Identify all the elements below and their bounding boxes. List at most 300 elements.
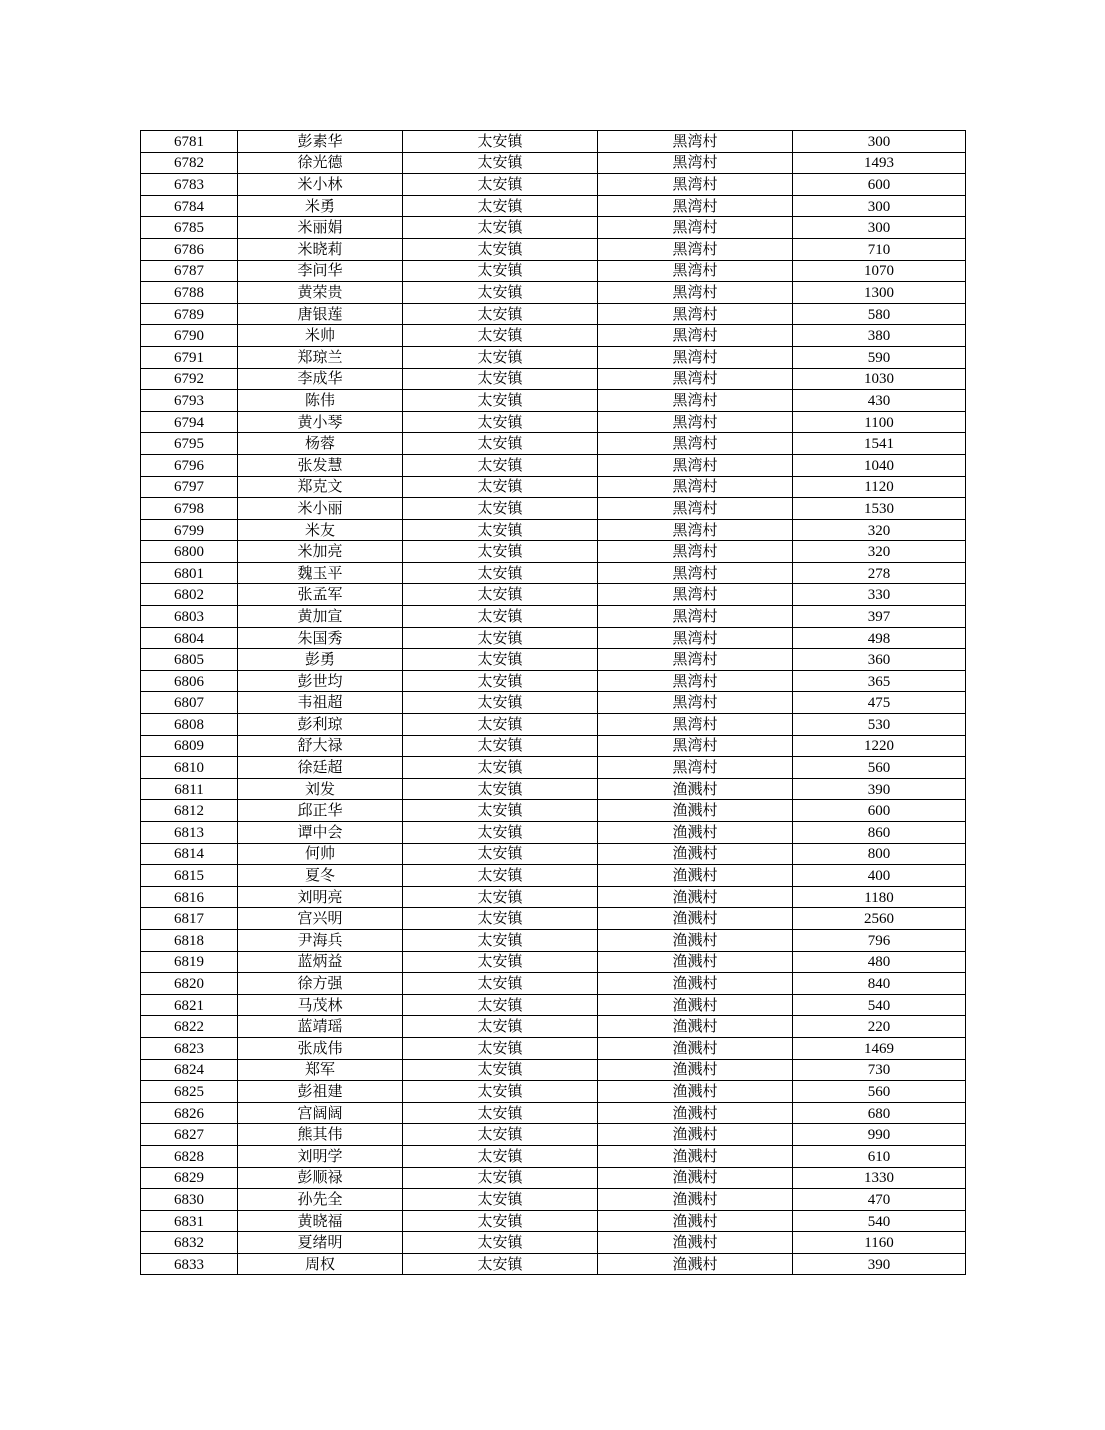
table-row	[141, 541, 966, 563]
table-cell-village: 渔溅村	[598, 908, 793, 930]
table-cell-id: 6790	[141, 325, 238, 347]
table-row	[141, 433, 966, 455]
table-cell-amount: 730	[793, 1059, 966, 1081]
table-cell-name: 邱正华	[238, 800, 403, 822]
table-cell-village: 黑湾村	[598, 260, 793, 282]
table-row	[141, 843, 966, 865]
table-cell-amount: 397	[793, 606, 966, 628]
table-row	[141, 714, 966, 736]
table-cell-id: 6785	[141, 217, 238, 239]
table-cell-amount: 430	[793, 390, 966, 412]
table-cell-id: 6806	[141, 670, 238, 692]
table-cell-name: 朱国秀	[238, 627, 403, 649]
table-cell-name: 徐光德	[238, 152, 403, 174]
table-cell-town: 太安镇	[403, 1232, 598, 1254]
table-cell-village: 黑湾村	[598, 627, 793, 649]
table-cell-name: 孙先全	[238, 1189, 403, 1211]
table-row	[141, 800, 966, 822]
table-cell-amount: 1160	[793, 1232, 966, 1254]
table-row	[141, 929, 966, 951]
table-cell-village: 黑湾村	[598, 433, 793, 455]
table-cell-town: 太安镇	[403, 843, 598, 865]
table-cell-id: 6821	[141, 994, 238, 1016]
table-cell-amount: 2560	[793, 908, 966, 930]
table-cell-town: 太安镇	[403, 1253, 598, 1275]
table-cell-village: 黑湾村	[598, 649, 793, 671]
table-cell-amount: 360	[793, 649, 966, 671]
table-cell-village: 渔溅村	[598, 994, 793, 1016]
table-cell-id: 6825	[141, 1081, 238, 1103]
table-cell-name: 徐廷超	[238, 757, 403, 779]
table-cell-id: 6830	[141, 1189, 238, 1211]
table-row	[141, 195, 966, 217]
table-cell-amount: 796	[793, 929, 966, 951]
table-cell-village: 黑湾村	[598, 152, 793, 174]
table-cell-name: 米小丽	[238, 498, 403, 520]
table-cell-name: 李成华	[238, 368, 403, 390]
table-cell-village: 黑湾村	[598, 584, 793, 606]
table-cell-village: 黑湾村	[598, 606, 793, 628]
table-cell-village: 黑湾村	[598, 217, 793, 239]
table-cell-town: 太安镇	[403, 800, 598, 822]
table-cell-amount: 1180	[793, 886, 966, 908]
table-row	[141, 1189, 966, 1211]
table-cell-id: 6799	[141, 519, 238, 541]
table-cell-village: 渔溅村	[598, 1189, 793, 1211]
table-cell-town: 太安镇	[403, 1016, 598, 1038]
table-cell-town: 太安镇	[403, 131, 598, 153]
table-row	[141, 519, 966, 541]
table-cell-town: 太安镇	[403, 498, 598, 520]
table-row	[141, 1145, 966, 1167]
table-cell-town: 太安镇	[403, 562, 598, 584]
table-row	[141, 865, 966, 887]
table-cell-town: 太安镇	[403, 346, 598, 368]
table-cell-village: 渔溅村	[598, 886, 793, 908]
table-cell-id: 6818	[141, 929, 238, 951]
table-cell-amount: 400	[793, 865, 966, 887]
table-cell-town: 太安镇	[403, 778, 598, 800]
table-cell-town: 太安镇	[403, 994, 598, 1016]
table-cell-amount: 278	[793, 562, 966, 584]
table-cell-name: 周权	[238, 1253, 403, 1275]
table-cell-name: 黄荣贵	[238, 282, 403, 304]
table-cell-village: 渔溅村	[598, 778, 793, 800]
table-cell-id: 6782	[141, 152, 238, 174]
table-cell-id: 6809	[141, 735, 238, 757]
table-cell-name: 夏绪明	[238, 1232, 403, 1254]
table-row	[141, 951, 966, 973]
table-cell-village: 黑湾村	[598, 131, 793, 153]
table-cell-town: 太安镇	[403, 1145, 598, 1167]
table-cell-amount: 300	[793, 131, 966, 153]
table-cell-name: 杨蓉	[238, 433, 403, 455]
table-row	[141, 390, 966, 412]
table-cell-village: 黑湾村	[598, 325, 793, 347]
table-cell-amount: 590	[793, 346, 966, 368]
records-tbody	[141, 131, 966, 1275]
table-cell-id: 6801	[141, 562, 238, 584]
table-cell-name: 黄小琴	[238, 411, 403, 433]
table-cell-amount: 390	[793, 778, 966, 800]
table-cell-id: 6820	[141, 973, 238, 995]
table-cell-name: 陈伟	[238, 390, 403, 412]
table-cell-name: 徐方强	[238, 973, 403, 995]
table-cell-village: 渔溅村	[598, 1081, 793, 1103]
table-cell-name: 郑琼兰	[238, 346, 403, 368]
table-cell-id: 6829	[141, 1167, 238, 1189]
table-cell-village: 渔溅村	[598, 1167, 793, 1189]
table-cell-town: 太安镇	[403, 1167, 598, 1189]
table-cell-amount: 470	[793, 1189, 966, 1211]
table-cell-amount: 710	[793, 238, 966, 260]
table-cell-amount: 560	[793, 1081, 966, 1103]
table-cell-name: 刘明亮	[238, 886, 403, 908]
table-row	[141, 692, 966, 714]
table-row	[141, 346, 966, 368]
table-cell-id: 6784	[141, 195, 238, 217]
table-cell-name: 蓝靖瑶	[238, 1016, 403, 1038]
table-cell-amount: 220	[793, 1016, 966, 1038]
table-row	[141, 1253, 966, 1275]
table-cell-village: 黑湾村	[598, 757, 793, 779]
table-cell-amount: 600	[793, 174, 966, 196]
table-row	[141, 476, 966, 498]
table-cell-village: 黑湾村	[598, 454, 793, 476]
table-cell-village: 渔溅村	[598, 1253, 793, 1275]
table-cell-village: 黑湾村	[598, 735, 793, 757]
table-cell-village: 渔溅村	[598, 843, 793, 865]
table-cell-village: 渔溅村	[598, 1210, 793, 1232]
table-row	[141, 325, 966, 347]
table-cell-amount: 860	[793, 822, 966, 844]
table-cell-town: 太安镇	[403, 714, 598, 736]
table-cell-name: 宫阔阔	[238, 1102, 403, 1124]
table-row	[141, 152, 966, 174]
table-cell-amount: 1469	[793, 1037, 966, 1059]
table-cell-town: 太安镇	[403, 519, 598, 541]
table-cell-village: 渔溅村	[598, 865, 793, 887]
table-row	[141, 411, 966, 433]
table-cell-town: 太安镇	[403, 735, 598, 757]
table-cell-id: 6816	[141, 886, 238, 908]
table-cell-town: 太安镇	[403, 649, 598, 671]
table-row	[141, 778, 966, 800]
table-cell-name: 黄加宣	[238, 606, 403, 628]
table-cell-amount: 498	[793, 627, 966, 649]
table-cell-town: 太安镇	[403, 865, 598, 887]
table-cell-town: 太安镇	[403, 282, 598, 304]
table-cell-amount: 540	[793, 1210, 966, 1232]
table-cell-village: 渔溅村	[598, 973, 793, 995]
table-row	[141, 217, 966, 239]
table-cell-town: 太安镇	[403, 433, 598, 455]
table-row	[141, 822, 966, 844]
table-cell-town: 太安镇	[403, 476, 598, 498]
table-cell-name: 马茂林	[238, 994, 403, 1016]
table-cell-town: 太安镇	[403, 886, 598, 908]
table-cell-village: 黑湾村	[598, 238, 793, 260]
table-cell-town: 太安镇	[403, 325, 598, 347]
table-cell-village: 渔溅村	[598, 1124, 793, 1146]
table-cell-amount: 1330	[793, 1167, 966, 1189]
table-row	[141, 1059, 966, 1081]
table-cell-id: 6815	[141, 865, 238, 887]
table-cell-id: 6833	[141, 1253, 238, 1275]
table-cell-village: 黑湾村	[598, 541, 793, 563]
table-cell-id: 6807	[141, 692, 238, 714]
table-cell-village: 渔溅村	[598, 822, 793, 844]
table-cell-id: 6792	[141, 368, 238, 390]
table-cell-id: 6831	[141, 1210, 238, 1232]
table-cell-village: 渔溅村	[598, 929, 793, 951]
table-cell-amount: 1493	[793, 152, 966, 174]
table-cell-id: 6795	[141, 433, 238, 455]
table-cell-amount: 475	[793, 692, 966, 714]
table-cell-name: 米帅	[238, 325, 403, 347]
table-cell-name: 彭勇	[238, 649, 403, 671]
table-cell-town: 太安镇	[403, 670, 598, 692]
table-cell-amount: 300	[793, 217, 966, 239]
table-row	[141, 1037, 966, 1059]
table-cell-village: 黑湾村	[598, 692, 793, 714]
table-cell-name: 米加亮	[238, 541, 403, 563]
table-cell-town: 太安镇	[403, 1059, 598, 1081]
table-cell-name: 张发慧	[238, 454, 403, 476]
table-row	[141, 174, 966, 196]
table-cell-village: 黑湾村	[598, 346, 793, 368]
table-cell-village: 渔溅村	[598, 1102, 793, 1124]
table-cell-town: 太安镇	[403, 411, 598, 433]
table-row	[141, 757, 966, 779]
table-cell-amount: 320	[793, 519, 966, 541]
table-cell-name: 张成伟	[238, 1037, 403, 1059]
table-row	[141, 606, 966, 628]
table-cell-id: 6802	[141, 584, 238, 606]
table-cell-village: 渔溅村	[598, 1059, 793, 1081]
table-cell-id: 6787	[141, 260, 238, 282]
table-cell-town: 太安镇	[403, 195, 598, 217]
table-cell-village: 黑湾村	[598, 174, 793, 196]
table-cell-id: 6804	[141, 627, 238, 649]
table-cell-id: 6827	[141, 1124, 238, 1146]
table-cell-amount: 610	[793, 1145, 966, 1167]
table-cell-town: 太安镇	[403, 1124, 598, 1146]
table-cell-village: 渔溅村	[598, 1016, 793, 1038]
table-row	[141, 368, 966, 390]
table-cell-town: 太安镇	[403, 692, 598, 714]
table-cell-village: 黑湾村	[598, 498, 793, 520]
table-cell-amount: 1541	[793, 433, 966, 455]
table-cell-village: 黑湾村	[598, 519, 793, 541]
table-cell-id: 6822	[141, 1016, 238, 1038]
table-cell-id: 6805	[141, 649, 238, 671]
table-cell-name: 郑军	[238, 1059, 403, 1081]
table-cell-id: 6781	[141, 131, 238, 153]
table-row	[141, 1102, 966, 1124]
table-cell-amount: 300	[793, 195, 966, 217]
table-cell-amount: 530	[793, 714, 966, 736]
table-cell-id: 6800	[141, 541, 238, 563]
table-cell-amount: 600	[793, 800, 966, 822]
table-cell-amount: 1530	[793, 498, 966, 520]
table-cell-amount: 380	[793, 325, 966, 347]
table-cell-name: 夏冬	[238, 865, 403, 887]
table-cell-name: 彭祖建	[238, 1081, 403, 1103]
table-cell-town: 太安镇	[403, 390, 598, 412]
table-cell-name: 韦祖超	[238, 692, 403, 714]
table-cell-town: 太安镇	[403, 454, 598, 476]
table-cell-village: 渔溅村	[598, 951, 793, 973]
table-row	[141, 908, 966, 930]
table-cell-village: 黑湾村	[598, 670, 793, 692]
table-cell-name: 彭素华	[238, 131, 403, 153]
table-row	[141, 584, 966, 606]
table-row	[141, 1016, 966, 1038]
table-cell-town: 太安镇	[403, 238, 598, 260]
table-row	[141, 282, 966, 304]
table-cell-town: 太安镇	[403, 822, 598, 844]
table-cell-town: 太安镇	[403, 908, 598, 930]
table-cell-amount: 800	[793, 843, 966, 865]
table-row	[141, 131, 966, 153]
table-cell-id: 6803	[141, 606, 238, 628]
table-cell-amount: 1070	[793, 260, 966, 282]
table-row	[141, 649, 966, 671]
table-cell-amount: 990	[793, 1124, 966, 1146]
table-cell-name: 米勇	[238, 195, 403, 217]
table-row	[141, 1124, 966, 1146]
table-cell-town: 太安镇	[403, 606, 598, 628]
table-row	[141, 1210, 966, 1232]
table-cell-name: 蓝炳益	[238, 951, 403, 973]
table-row	[141, 670, 966, 692]
table-cell-town: 太安镇	[403, 973, 598, 995]
table-cell-id: 6788	[141, 282, 238, 304]
table-cell-name: 熊其伟	[238, 1124, 403, 1146]
table-cell-id: 6791	[141, 346, 238, 368]
table-cell-name: 米小林	[238, 174, 403, 196]
table-cell-name: 魏玉平	[238, 562, 403, 584]
table-row	[141, 973, 966, 995]
table-cell-id: 6810	[141, 757, 238, 779]
table-cell-town: 太安镇	[403, 174, 598, 196]
table-row	[141, 994, 966, 1016]
table-cell-id: 6794	[141, 411, 238, 433]
table-cell-village: 黑湾村	[598, 562, 793, 584]
table-cell-town: 太安镇	[403, 368, 598, 390]
table-cell-amount: 1040	[793, 454, 966, 476]
table-cell-id: 6814	[141, 843, 238, 865]
table-cell-amount: 580	[793, 303, 966, 325]
table-cell-id: 6797	[141, 476, 238, 498]
table-cell-name: 米丽娟	[238, 217, 403, 239]
table-cell-id: 6817	[141, 908, 238, 930]
table-cell-id: 6811	[141, 778, 238, 800]
table-row	[141, 454, 966, 476]
table-cell-town: 太安镇	[403, 260, 598, 282]
table-cell-village: 渔溅村	[598, 1037, 793, 1059]
table-cell-amount: 1220	[793, 735, 966, 757]
table-cell-amount: 390	[793, 1253, 966, 1275]
table-cell-id: 6826	[141, 1102, 238, 1124]
table-cell-amount: 680	[793, 1102, 966, 1124]
records-table	[140, 130, 966, 1275]
table-cell-id: 6796	[141, 454, 238, 476]
table-cell-id: 6828	[141, 1145, 238, 1167]
table-row	[141, 886, 966, 908]
table-cell-name: 刘发	[238, 778, 403, 800]
table-row	[141, 1232, 966, 1254]
table-row	[141, 627, 966, 649]
table-cell-village: 黑湾村	[598, 195, 793, 217]
table-cell-town: 太安镇	[403, 627, 598, 649]
table-cell-name: 黄晓福	[238, 1210, 403, 1232]
table-cell-amount: 1120	[793, 476, 966, 498]
table-row	[141, 735, 966, 757]
table-cell-amount: 840	[793, 973, 966, 995]
table-cell-id: 6832	[141, 1232, 238, 1254]
table-cell-town: 太安镇	[403, 1102, 598, 1124]
table-cell-name: 彭顺禄	[238, 1167, 403, 1189]
table-cell-amount: 365	[793, 670, 966, 692]
table-cell-id: 6783	[141, 174, 238, 196]
table-cell-amount: 480	[793, 951, 966, 973]
table-cell-name: 舒大禄	[238, 735, 403, 757]
table-cell-village: 黑湾村	[598, 476, 793, 498]
table-cell-town: 太安镇	[403, 929, 598, 951]
table-cell-name: 刘明学	[238, 1145, 403, 1167]
table-cell-id: 6793	[141, 390, 238, 412]
table-cell-village: 渔溅村	[598, 800, 793, 822]
table-cell-town: 太安镇	[403, 303, 598, 325]
table-cell-town: 太安镇	[403, 1189, 598, 1211]
table-row	[141, 238, 966, 260]
table-cell-village: 黑湾村	[598, 303, 793, 325]
table-cell-name: 张孟军	[238, 584, 403, 606]
table-row	[141, 562, 966, 584]
table-cell-town: 太安镇	[403, 584, 598, 606]
table-row	[141, 498, 966, 520]
table-cell-village: 渔溅村	[598, 1232, 793, 1254]
table-cell-town: 太安镇	[403, 951, 598, 973]
table-cell-amount: 540	[793, 994, 966, 1016]
table-cell-amount: 320	[793, 541, 966, 563]
table-cell-id: 6786	[141, 238, 238, 260]
table-cell-name: 米友	[238, 519, 403, 541]
table-row	[141, 260, 966, 282]
table-cell-name: 李问华	[238, 260, 403, 282]
table-cell-amount: 1300	[793, 282, 966, 304]
table-cell-village: 黑湾村	[598, 390, 793, 412]
table-cell-town: 太安镇	[403, 1037, 598, 1059]
table-cell-town: 太安镇	[403, 152, 598, 174]
table-cell-id: 6812	[141, 800, 238, 822]
table-cell-id: 6823	[141, 1037, 238, 1059]
table-row	[141, 303, 966, 325]
table-cell-town: 太安镇	[403, 1081, 598, 1103]
table-cell-town: 太安镇	[403, 757, 598, 779]
table-cell-name: 彭世均	[238, 670, 403, 692]
table-cell-village: 渔溅村	[598, 1145, 793, 1167]
table-cell-id: 6819	[141, 951, 238, 973]
table-cell-amount: 330	[793, 584, 966, 606]
table-cell-id: 6789	[141, 303, 238, 325]
table-cell-village: 黑湾村	[598, 411, 793, 433]
table-cell-name: 郑克文	[238, 476, 403, 498]
table-cell-name: 尹海兵	[238, 929, 403, 951]
table-cell-id: 6824	[141, 1059, 238, 1081]
